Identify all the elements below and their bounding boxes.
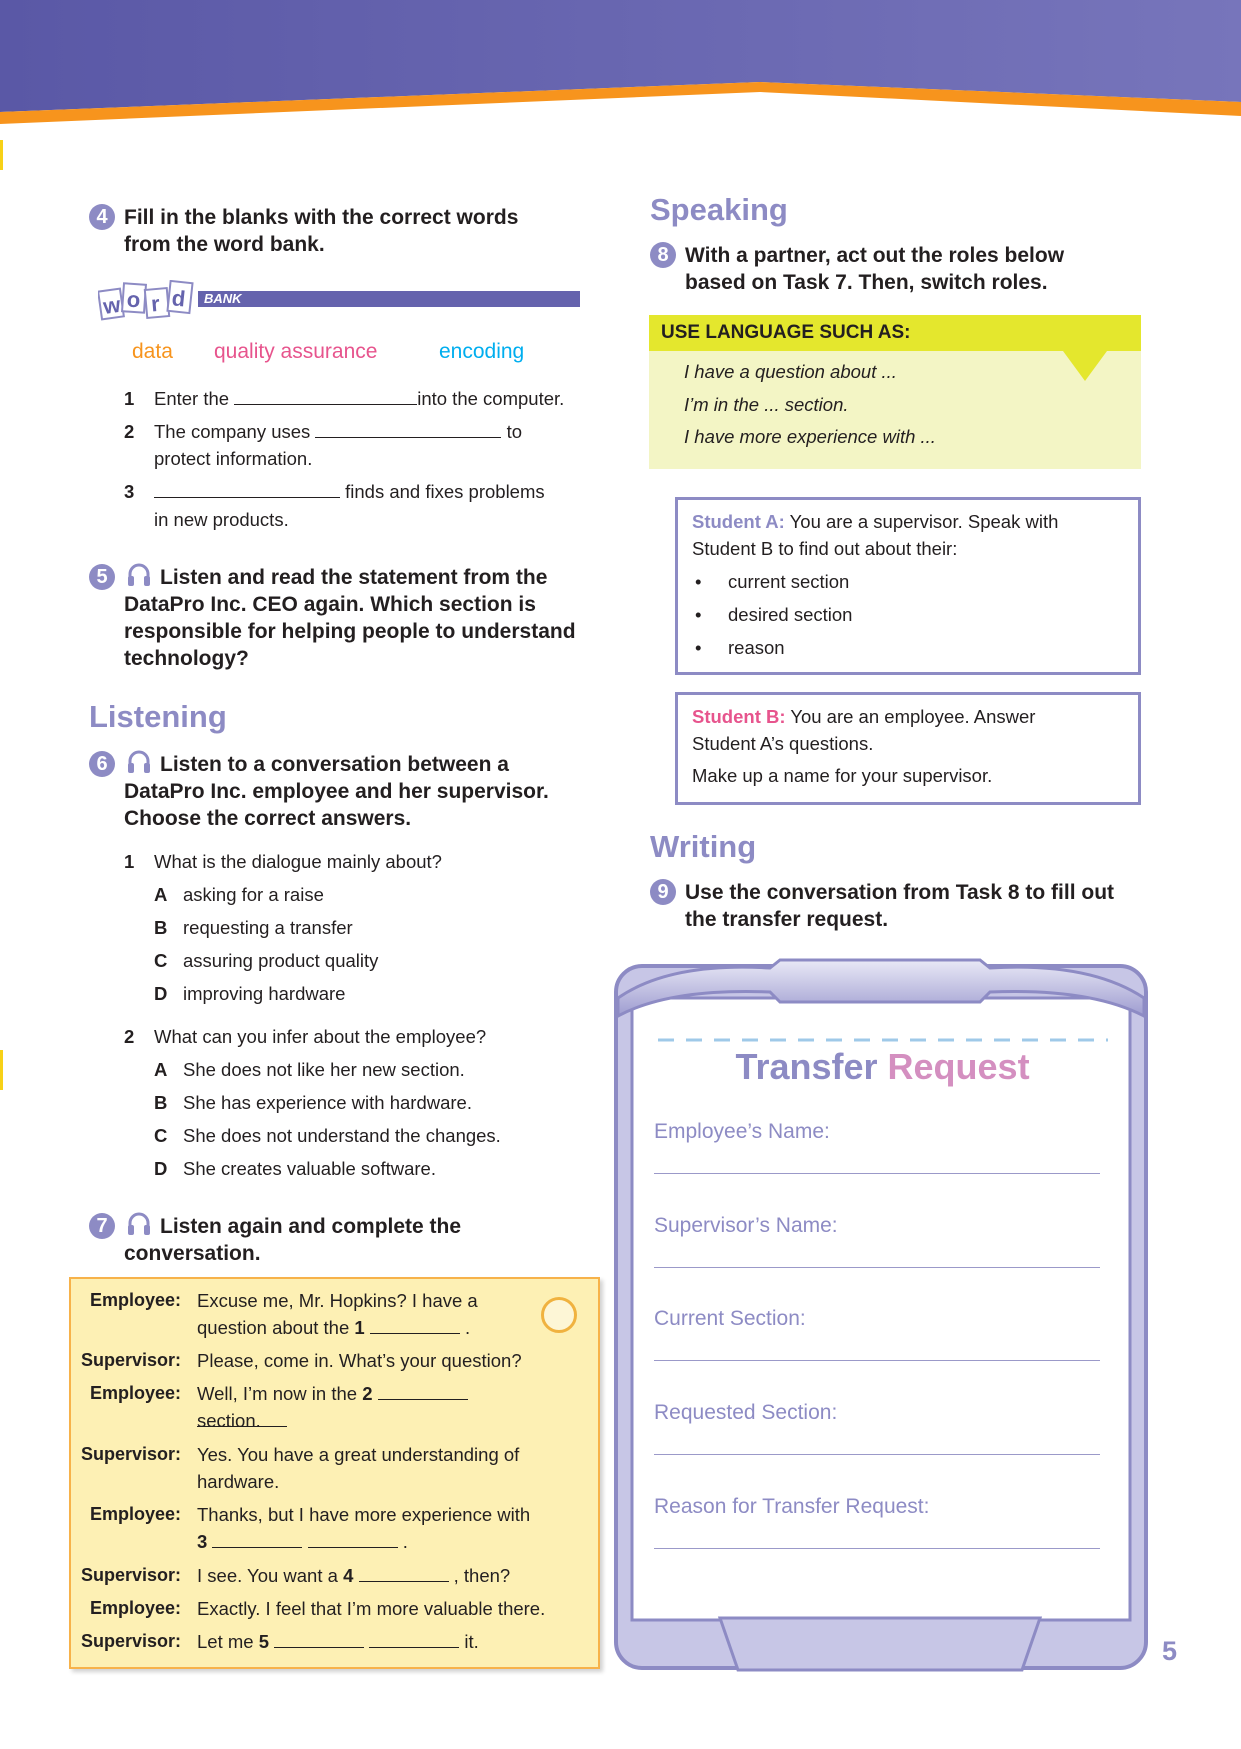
wordbank-label: BANK	[204, 291, 242, 306]
employee-name-label: Employee’s Name:	[654, 1120, 830, 1143]
dialogue-line: Supervisor: I see. You want a 4 , then?	[80, 1565, 511, 1586]
q2-option[interactable]: A She does not like her new section.	[154, 1059, 465, 1080]
q2-option[interactable]: B She has experience with hardware.	[154, 1092, 472, 1113]
question-2: 2 What can you infer about the employee?	[124, 1026, 487, 1047]
student-a-label: Student A:	[692, 511, 785, 532]
phrase: I’m in the ... section.	[684, 394, 849, 415]
wordbank-word: encoding	[439, 340, 525, 363]
language-box-title-bar	[649, 315, 1141, 351]
task4-item: 2 The company uses to	[124, 421, 523, 442]
svg-text:r: r	[149, 290, 161, 317]
bullet-item: • current section	[695, 571, 850, 592]
dialogue-card	[69, 1277, 600, 1669]
task6-number: 6	[89, 751, 115, 777]
left-edge-marker	[0, 1050, 3, 1090]
employee-name-field[interactable]	[654, 1173, 1100, 1174]
phrase: I have a question about ...	[684, 361, 897, 382]
q1-option[interactable]: C assuring product quality	[154, 950, 379, 971]
task7-number: 7	[89, 1213, 115, 1239]
student-b-label: Student B:	[692, 706, 786, 727]
page-number: 5	[1162, 1636, 1178, 1666]
bullet-item: • desired section	[695, 604, 853, 625]
task8-instruction: With a partner, act out the roles below based on Task 7. Then, switch roles.	[685, 244, 1065, 294]
wordbank-logo	[98, 280, 198, 326]
q1-option[interactable]: B requesting a transfer	[154, 917, 353, 938]
listening-heading: Listening	[89, 699, 227, 734]
requested-section-field[interactable]	[654, 1454, 1100, 1455]
dialogue-line: Supervisor: Yes. You have a great understanding of hardware.	[80, 1444, 520, 1492]
question-1: 1 What is the dialogue mainly about?	[124, 851, 442, 872]
dialogue-line: Employee: Thanks, but I have more experience with 3 .	[89, 1504, 531, 1552]
current-section-label: Current Section:	[654, 1307, 806, 1330]
q1-option[interactable]: D improving hardware	[154, 983, 346, 1004]
language-box-tab	[1063, 351, 1107, 381]
task4-instruction: Fill in the blanks with the correct words from the word bank.	[124, 206, 519, 256]
left-edge-marker	[0, 140, 3, 170]
dialogue-line: Supervisor: Please, come in. What’s your question?	[80, 1350, 522, 1371]
svg-text:w: w	[101, 291, 122, 319]
supervisor-name-field[interactable]	[654, 1267, 1100, 1268]
dialogue-line: Employee: Well, I’m now in the 2 section.	[71, 1380, 602, 1436]
task8-number: 8	[650, 242, 676, 268]
writing-heading: Writing	[650, 829, 757, 864]
task4-item: 3 finds and fixes problems	[124, 481, 545, 502]
task4-item-cont: in new products.	[154, 509, 289, 530]
q2-option[interactable]: D She creates valuable software.	[154, 1158, 436, 1179]
task5-instruction: Listen and read the statement from the DataPro Inc. CEO again. Which section is responsible for helping people to understand technology?	[124, 566, 576, 670]
requested-section-label: Requested Section:	[654, 1401, 838, 1424]
header-banner	[0, 0, 1241, 130]
language-box	[649, 315, 1141, 469]
reason-field[interactable]	[654, 1548, 1100, 1549]
dialogue-line: Employee: Excuse me, Mr. Hopkins? I have a question about the 1 .	[89, 1290, 478, 1338]
task4-item-cont: protect information.	[154, 448, 313, 469]
svg-text:d: d	[170, 285, 187, 312]
svg-text:o: o	[126, 286, 142, 313]
phrase: I have more experience with ...	[684, 426, 936, 447]
student-a-card: Student A: You are a supervisor. Speak with Student B to find out about their: • current section • desired section • reason	[675, 497, 1141, 675]
form-title: Transfer Request	[735, 1046, 1030, 1087]
bullet-item: • reason	[695, 637, 785, 658]
task5-number: 5	[89, 564, 115, 590]
task7-instruction: Listen again and complete the conversation.	[124, 1215, 462, 1265]
task9-number: 9	[650, 879, 676, 905]
task9-instruction: Use the conversation from Task 8 to fill out the transfer request.	[685, 881, 1115, 931]
task6-instruction: Listen to a conversation between a DataPro Inc. employee and her supervisor. Choose the correct answers.	[124, 753, 549, 830]
q2-option[interactable]: C She does not understand the changes.	[154, 1125, 501, 1146]
current-section-field[interactable]	[654, 1360, 1100, 1361]
dialogue-line: Supervisor: Let me 5 it.	[80, 1631, 479, 1652]
student-b-card: Student B: You are an employee. Answer Student A’s questions. Make up a name for your supervisor.	[675, 692, 1141, 805]
q1-option[interactable]: A asking for a raise	[154, 884, 324, 905]
dialogue-line: Employee: Exactly. I feel that I’m more valuable there.	[89, 1598, 546, 1619]
reason-label: Reason for Transfer Request:	[654, 1495, 930, 1518]
wordbank-word: data	[132, 340, 173, 363]
wordbank-word: quality assurance	[214, 340, 378, 363]
wordbank-bar	[198, 291, 580, 307]
language-box-title: USE LANGUAGE SUCH AS:	[661, 322, 911, 343]
task4-item: 1 Enter the into the computer.	[124, 388, 565, 409]
speaking-heading: Speaking	[650, 192, 788, 227]
supervisor-name-label: Supervisor’s Name:	[654, 1214, 838, 1237]
task4-number: 4	[89, 204, 115, 230]
